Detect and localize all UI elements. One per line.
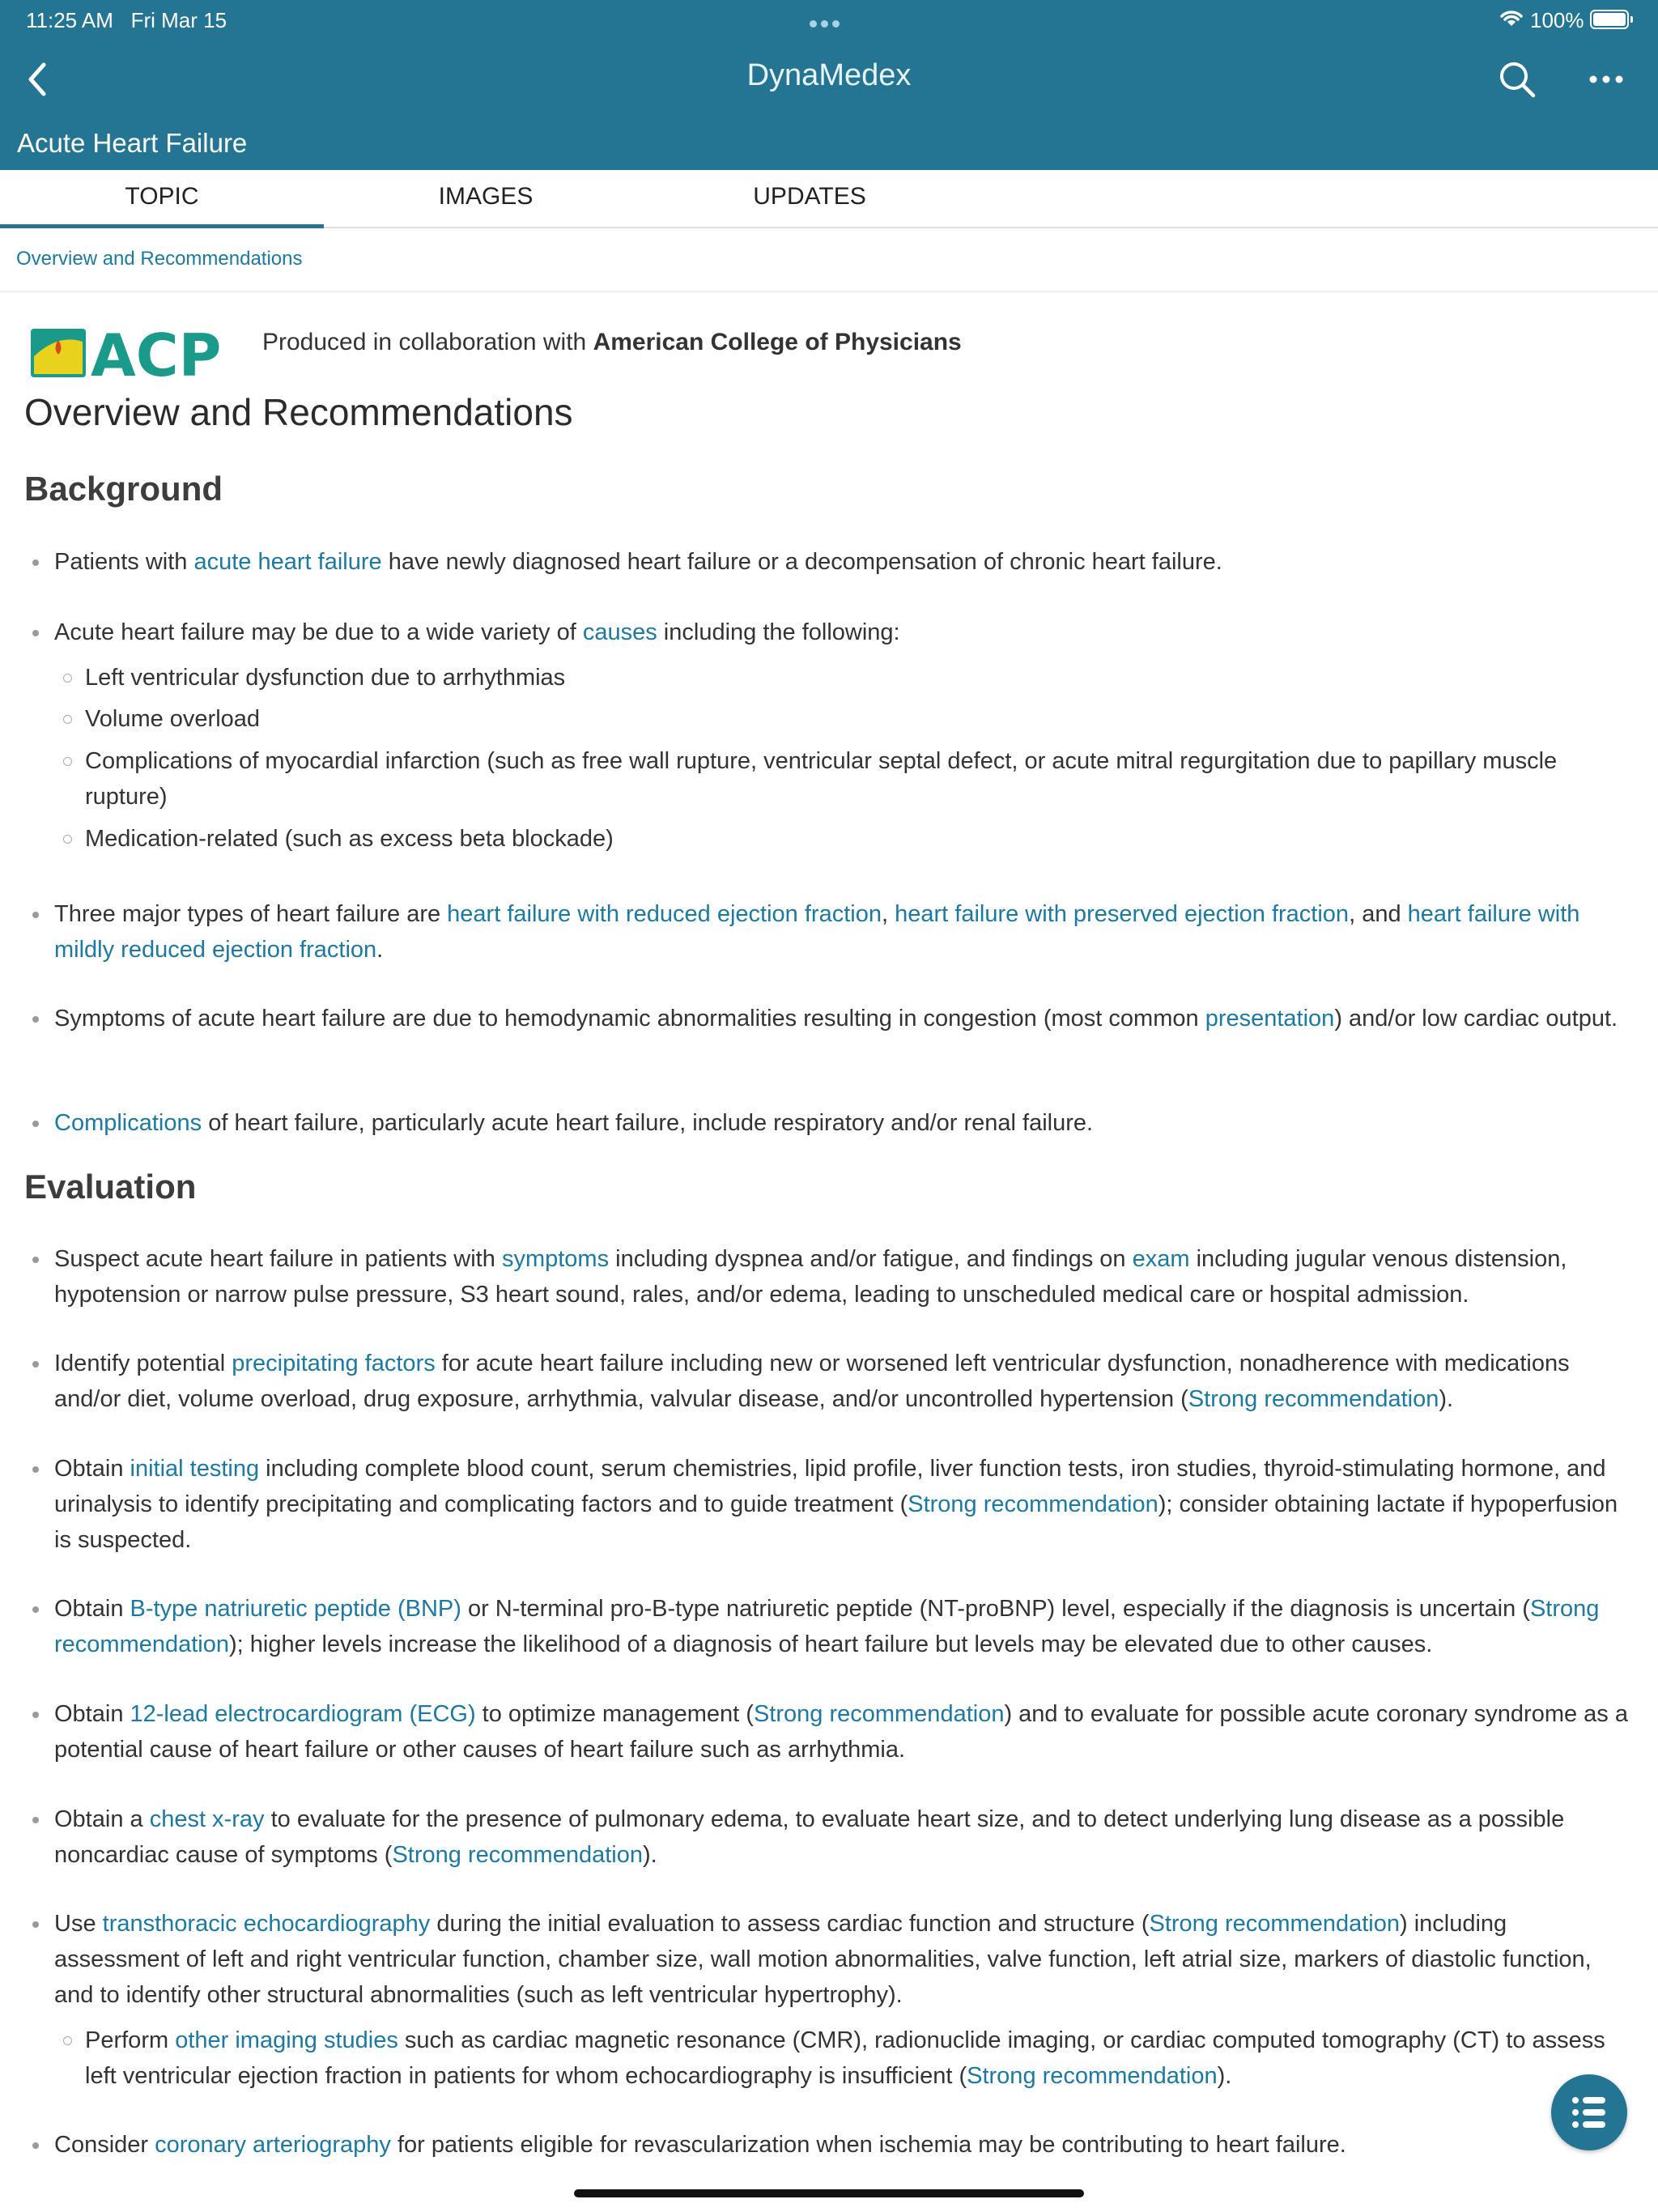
sub-list-item: Complications of myocardial infarction (such as free wall rupture, ventricular septal defect, or acute mitral regurgitation due to papillary muscle rupture): [85, 743, 1623, 815]
list-item: Complications of heart failure, particularly acute heart failure, include respiratory and/or renal failure.: [54, 1105, 1633, 1141]
collaboration-note: Produced in collaboration with American College of Physicians: [262, 329, 962, 355]
outline-list-icon: [1551, 2074, 1627, 2150]
status-bar: [0, 0, 1658, 39]
status-time: 11:25 AM Fri Mar 15: [26, 8, 227, 32]
home-indicator[interactable]: [574, 2189, 1084, 2197]
app-header: [0, 0, 1658, 170]
sub-list-item: Volume overload: [85, 701, 1623, 737]
breadcrumb[interactable]: Overview and Recommendations: [16, 248, 303, 270]
battery-percent: 100%: [1530, 8, 1584, 32]
acp-logo-text: ACP: [91, 324, 222, 382]
link[interactable]: Strong recommendation: [908, 1491, 1158, 1517]
tab-images[interactable]: IMAGES: [438, 183, 534, 210]
link[interactable]: coronary arteriography: [155, 2132, 391, 2158]
wifi-icon: [1498, 6, 1525, 29]
search-icon[interactable]: [1494, 57, 1540, 102]
list-item: Obtain initial testing including complete blood count, serum chemistries, lipid profile, liver function tests, iron studies, thyroid-stimulating hormone, and urinalysis to identify precipitating and complicating factors and to guide treatment (Strong recommendation); consider obtaining lactate if hypoperfusion is suspected.: [54, 1451, 1633, 1558]
link[interactable]: presentation: [1205, 1006, 1335, 1032]
list-item: Consider coronary arteriography for patients eligible for revascularization when ischemia may be contributing to heart failure.: [54, 2127, 1633, 2163]
list-item: Obtain 12-lead electrocardiogram (ECG) to optimize management (Strong recommendation) and to evaluate for possible acute coronary syndrome as a potential cause of heart failure or other causes of heart failure such as arrhythmia.: [54, 1696, 1633, 1767]
background-heading: Background: [24, 470, 223, 508]
sub-list-item: Medication-related (such as excess beta blockade): [85, 821, 1623, 857]
sub-list-item: Left ventricular dysfunction due to arrhythmias: [85, 660, 1623, 696]
list-item: Three major types of heart failure are heart failure with reduced ejection fraction, heart failure with preserved ejection fraction, and heart failure with mildly reduced ejection fraction.: [54, 896, 1633, 968]
section-heading: Overview and Recommendations: [24, 391, 573, 433]
link[interactable]: exam: [1132, 1246, 1190, 1272]
list-item: Identify potential precipitating factors for acute heart failure including new or worsened left ventricular dysfunction, nonadherence with medications and/or diet, volume overload, drug exposure, arrhythmia, valvular disease, and/or uncontrolled hypertension (Strong recommendation).: [54, 1346, 1633, 1417]
link[interactable]: other imaging studies: [175, 2027, 398, 2053]
tab-bar: [0, 170, 1658, 228]
link[interactable]: Strong recommendation: [54, 1596, 1600, 1657]
acp-logo: [31, 324, 243, 382]
link[interactable]: heart failure with mildly reduced ejection fraction: [54, 901, 1580, 963]
more-options-icon[interactable]: [1582, 57, 1630, 102]
battery-icon: [1590, 10, 1629, 29]
link[interactable]: causes: [582, 619, 657, 645]
list-item: Suspect acute heart failure in patients with symptoms including dyspnea and/or fatigue, and findings on exam including jugular venous distension, hypotension or narrow pulse pressure, S3 heart sound, rales, and/or edema, leading to unscheduled medical care or hospital admission.: [54, 1241, 1633, 1312]
link[interactable]: Strong recommendation: [1188, 1386, 1439, 1412]
link[interactable]: acute heart failure: [193, 549, 382, 575]
link[interactable]: transthoracic echocardiography: [102, 1911, 431, 1937]
page-title: Acute Heart Failure: [17, 128, 248, 158]
link[interactable]: heart failure with reduced ejection fraction: [447, 901, 882, 927]
tab-topic[interactable]: TOPIC: [0, 170, 324, 228]
evaluation-heading: Evaluation: [24, 1168, 197, 1206]
divider: [0, 291, 1658, 292]
link[interactable]: Complications: [54, 1110, 202, 1136]
link[interactable]: Strong recommendation: [392, 1842, 643, 1868]
link[interactable]: symptoms: [501, 1246, 610, 1272]
link[interactable]: Strong recommendation: [967, 2063, 1218, 2089]
list-item: Obtain B-type natriuretic peptide (BNP) or N-terminal pro-B-type natriuretic peptide (NT-proBNP) level, especially if the diagnosis is uncertain (Strong recommendation); higher levels increase the likelihood of a diagnosis of heart failure but levels may be elevated due to other causes.: [54, 1591, 1633, 1662]
nav-bar: [0, 47, 1658, 112]
table-of-contents-button[interactable]: [1551, 2074, 1627, 2150]
list-item: Symptoms of acute heart failure are due to hemodynamic abnormalities resulting in congestion (most common presentation) and/or low cardiac output.: [54, 1001, 1633, 1036]
link[interactable]: chest x-ray: [149, 1806, 265, 1832]
link[interactable]: precipitating factors: [232, 1351, 436, 1376]
tab-updates[interactable]: UPDATES: [753, 183, 866, 210]
sub-list-item: Perform other imaging studies such as cardiac magnetic resonance (CMR), radionuclide imaging, or cardiac computed tomography (CT) to assess left ventricular ejection fraction in patients for whom echocardiography is insufficient (Strong recommendation).: [85, 2023, 1623, 2094]
multitasking-dots[interactable]: [810, 8, 848, 24]
list-item: Acute heart failure may be due to a wide variety of causes including the following:: [54, 615, 1633, 650]
link[interactable]: 12-lead electrocardiogram (ECG): [130, 1701, 476, 1727]
link[interactable]: heart failure with preserved ejection fraction: [895, 901, 1350, 927]
link[interactable]: Strong recommendation: [1149, 1911, 1400, 1937]
list-item: Use transthoracic echocardiography during the initial evaluation to assess cardiac function and structure (Strong recommendation) including assessment of left and right ventricular function, chamber size, wall motion abnormalities, valve function, left atrial size, markers of diastolic function, and to identify other structural abnormalities (such as left ventricular hypertrophy).: [54, 1906, 1633, 2013]
link[interactable]: initial testing: [130, 1456, 260, 1482]
link[interactable]: B-type natriuretic peptide (BNP): [130, 1596, 461, 1622]
list-item: Obtain a chest x-ray to evaluate for the presence of pulmonary edema, to evaluate heart size, and to detect underlying lung disease as a possible noncardiac cause of symptoms (Strong recommendation).: [54, 1802, 1633, 1873]
link[interactable]: Strong recommendation: [753, 1701, 1005, 1727]
app-title: DynaMedex: [746, 58, 912, 92]
list-item: Patients with acute heart failure have newly diagnosed heart failure or a decompensation of chronic heart failure.: [54, 544, 1633, 580]
